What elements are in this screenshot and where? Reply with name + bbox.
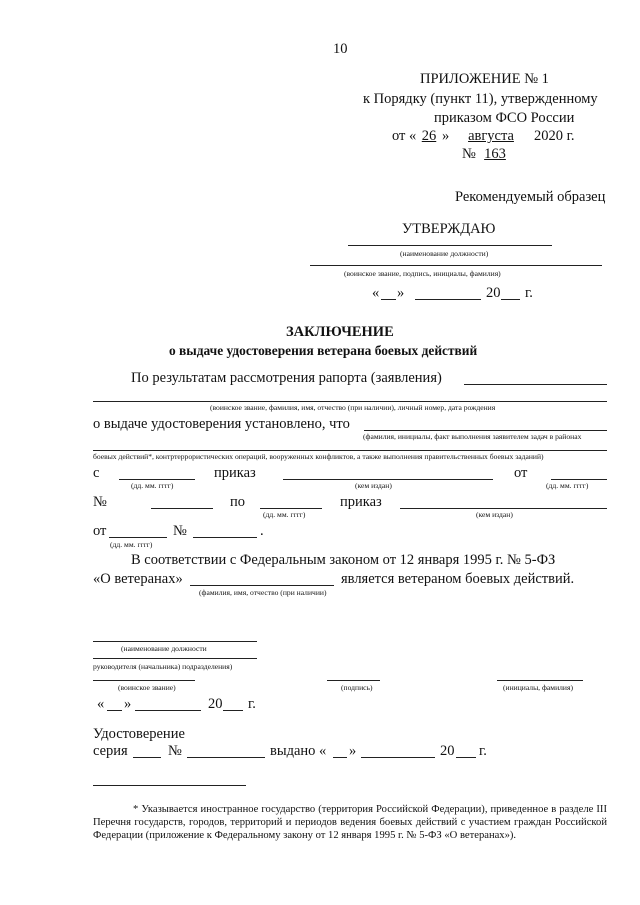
certificate-series-line — [133, 757, 161, 758]
signature-year: 20 — [208, 696, 223, 712]
signature-month-line — [135, 710, 201, 711]
body-law-line2-a: «О ветеранах» — [93, 571, 183, 587]
body-date-hint-c: (дд. мм. гггг) — [263, 510, 306, 519]
body-hint1: (воинское звание, фамилия, имя, отчество (при наличии), личный номер, дата рождения — [210, 403, 496, 412]
certificate-num-line — [187, 757, 265, 758]
body-order-word: приказ — [214, 465, 256, 481]
certificate-num: № — [168, 743, 182, 759]
signature-sign-hint: (подпись) — [341, 683, 373, 692]
certificate-issued: выдано « — [270, 743, 327, 759]
approve-position-hint: (наименование должности) — [400, 249, 489, 258]
appendix-line1: к Порядку (пункт 11), утвержденному — [363, 91, 598, 107]
body-num-blank — [151, 508, 213, 509]
body-issued-blank — [283, 479, 493, 480]
certificate-label: Удостоверение — [93, 726, 185, 742]
signature-position-line — [93, 641, 257, 642]
appendix-day-close: » — [442, 128, 450, 144]
certificate-year: 20 — [440, 743, 455, 759]
appendix-line2: приказом ФСО России — [434, 110, 575, 126]
body-date-blank-b — [551, 479, 607, 480]
certificate-issued-close: » — [349, 743, 357, 759]
certificate-series: серия — [93, 743, 128, 759]
footnote-text: * Указывается иностранное государство (территория Российской Федерации), приведенное в разделе III Перечня государств, городов, территорий и периодов ведения боевых действий с участием граждан Российской Федерации (приложение к Федеральному закону от 12 января 1995 г. № 5-ФЗ «О ветеранах»). — [93, 804, 607, 842]
approve-year: 20 — [486, 285, 501, 301]
body-date-blank-d — [109, 537, 167, 538]
body-issued-hint2: (кем издан) — [476, 510, 513, 519]
approve-date-close: » — [397, 285, 405, 301]
body-num-word: № — [93, 494, 107, 510]
body-num-blank2 — [193, 537, 257, 538]
signature-head-line — [93, 658, 257, 659]
approve-year-suffix: г. — [525, 285, 533, 301]
body-order-word2: приказ — [340, 494, 382, 510]
approve-position-line — [348, 245, 552, 246]
body-line3-blank — [93, 450, 607, 451]
signature-head-hint: руководителя (начальника) подразделения) — [93, 662, 233, 671]
body-date-hint-b: (дд. мм. гггг) — [546, 481, 589, 490]
recommended-sample: Рекомендуемый образец — [455, 189, 606, 205]
document-subtitle: о выдаче удостоверения ветерана боевых действий — [169, 343, 478, 358]
body-date-blank-a — [119, 479, 195, 480]
appendix-title: ПРИЛОЖЕНИЕ № 1 — [420, 71, 549, 87]
body-line2-blank — [364, 430, 607, 431]
body-law-line1: В соответствии с Федеральным законом от 12 января 1995 г. № 5-ФЗ — [131, 552, 556, 568]
document-title: ЗАКЛЮЧЕНИЕ — [286, 324, 394, 340]
body-law-line2-b: является ветераном боевых действий. — [341, 571, 575, 587]
body-date-blank-c — [260, 508, 322, 509]
signature-name-hint: (инициалы, фамилия) — [503, 683, 574, 692]
appendix-month: августа — [468, 128, 514, 144]
approve-year-line — [501, 299, 520, 300]
body-line1-blank — [464, 384, 607, 385]
body-ot-word2: от — [93, 523, 107, 539]
footnote-separator — [93, 785, 246, 786]
body-po-word: по — [230, 494, 246, 510]
certificate-day-line — [333, 757, 347, 758]
signature-day-line — [107, 710, 122, 711]
appendix-number-prefix: № — [462, 146, 476, 162]
certificate-year-suffix: г. — [479, 743, 487, 759]
approve-day-line — [381, 299, 396, 300]
appendix-year: 2020 г. — [534, 128, 575, 144]
body-dot: . — [260, 523, 264, 539]
signature-date-open: « — [97, 696, 105, 712]
body-date-hint-d: (дд. мм. гггг) — [110, 540, 153, 549]
body-ot-word: от — [514, 465, 528, 481]
body-issued-hint: (кем издан) — [355, 481, 392, 490]
body-line2: о выдаче удостоверения установлено, что — [93, 416, 350, 432]
signature-sign-line — [327, 680, 380, 681]
signature-rank-line — [93, 680, 195, 681]
approve-rank-hint: (воинское звание, подпись, инициалы, фамилия) — [344, 269, 501, 278]
body-issued-blank2 — [400, 508, 607, 509]
signature-position-hint: (наименование должности — [121, 644, 207, 653]
approve-month-line — [415, 299, 481, 300]
certificate-month-line — [361, 757, 435, 758]
appendix-number: 163 — [484, 146, 506, 162]
body-fio-hint: (фамилия, имя, отчество (при наличии) — [199, 588, 327, 597]
body-s-word: с — [93, 465, 100, 481]
signature-date-close: » — [124, 696, 132, 712]
appendix-day: 26 — [421, 128, 437, 144]
appendix-from-prefix: от « — [392, 128, 417, 144]
body-rank-line — [93, 401, 607, 402]
page-number: 10 — [333, 41, 348, 57]
body-num-word2: № — [173, 523, 187, 539]
signature-rank-hint: (воинское звание) — [118, 683, 176, 692]
body-fio-blank — [190, 585, 334, 586]
signature-year-line — [223, 710, 243, 711]
certificate-year-line — [456, 757, 476, 758]
signature-year-suffix: г. — [248, 696, 256, 712]
body-date-hint-a: (дд. мм. гггг) — [131, 481, 174, 490]
body-hint2: (фамилия, инициалы, факт выполнения заявителем задач в районах — [363, 432, 582, 441]
signature-name-line — [497, 680, 583, 681]
body-line1: По результатам рассмотрения рапорта (заявления) — [131, 370, 442, 386]
approve-date-open: « — [372, 285, 380, 301]
approve-rank-line — [310, 265, 602, 266]
approve-title: УТВЕРЖДАЮ — [402, 221, 496, 237]
body-hint3: боевых действий*, контртеррористических операций, вооруженных конфликтов, а также выполнения правительственных боевых заданий) — [93, 452, 544, 461]
